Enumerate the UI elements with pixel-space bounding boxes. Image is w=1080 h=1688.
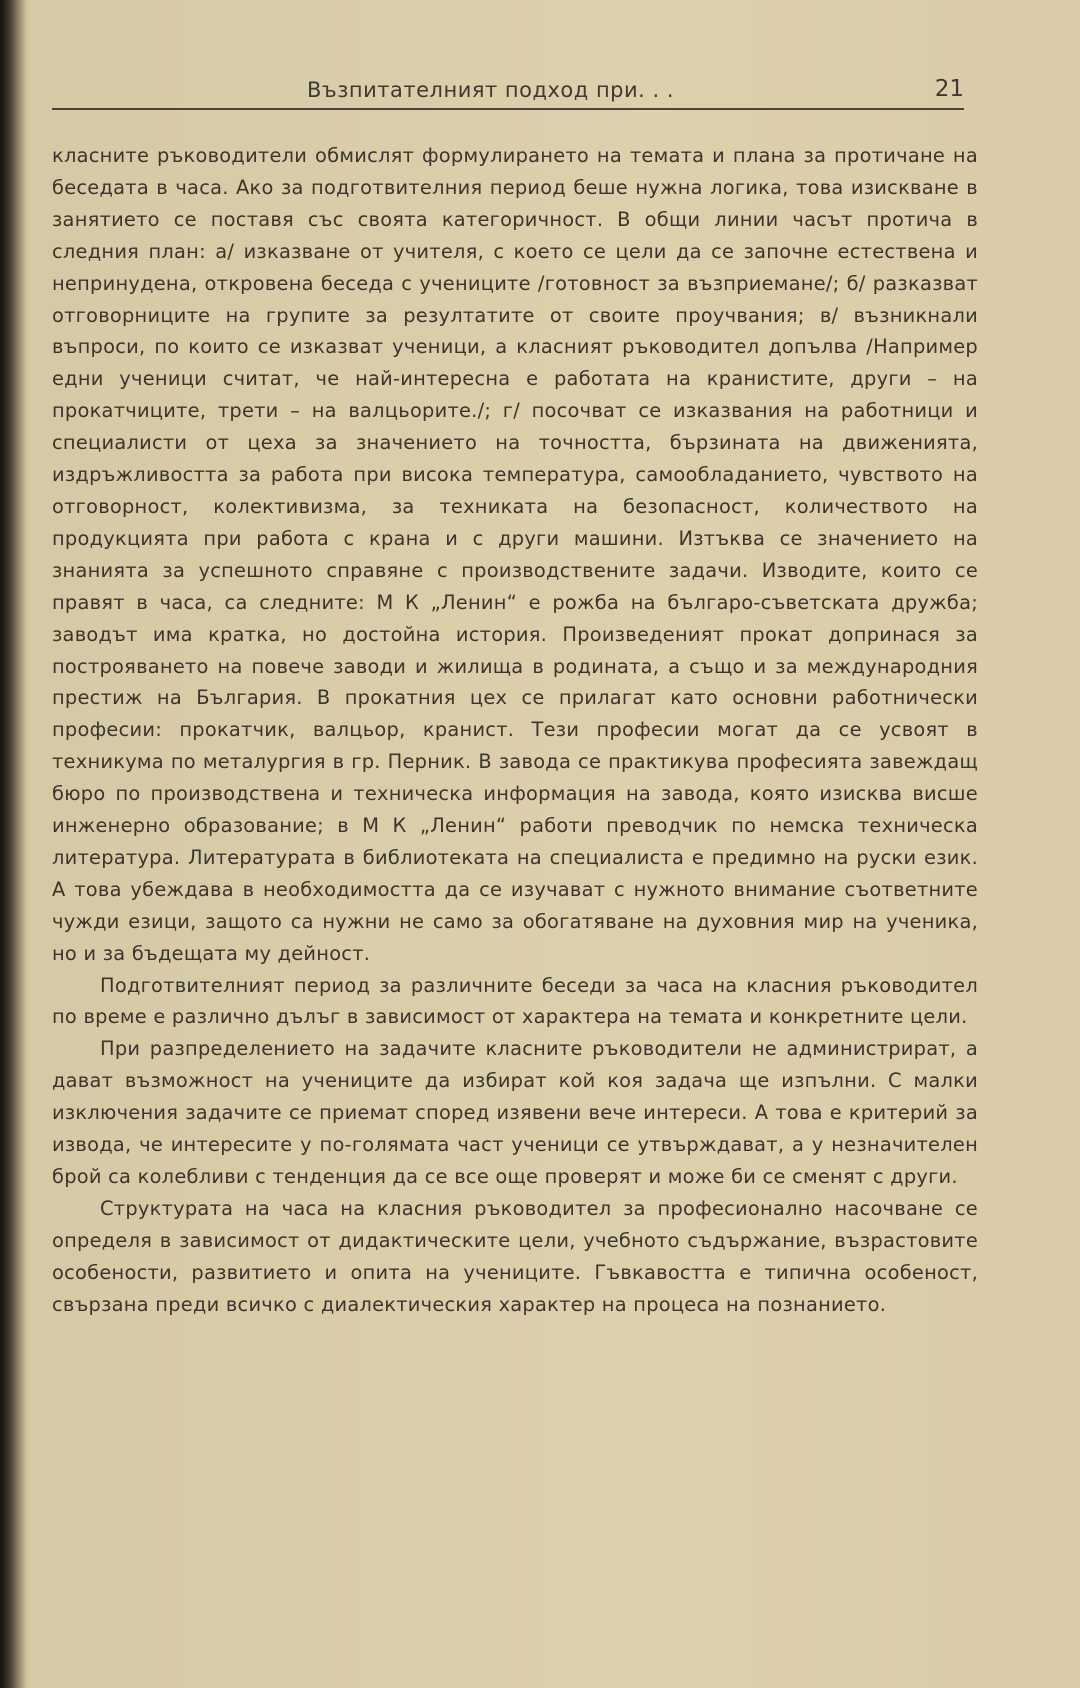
page-number: 21 (934, 76, 964, 102)
paragraph-4: Структурата на часа на класния ръководител за професионално насочване се определя в зависимост от дидактическите цели, учебното съдържание, възрастовите особености, развитието и опита на учениците. Гъвкавостта е типична особеност, свързана преди всичко с диалектическия характер на процеса на познанието. (52, 1196, 978, 1316)
paragraph-1: класните ръководители обмислят формулирането на темата и плана за протичане на беседата в часа. Ако за подготвителния период беше нужна логика, това изискване в занятието се поставя със своята категоричност. В общи линии часът протича в следния план: а/ изказване от учителя, с което се цели да се започне естествена и непринудена, откровена беседа с учениците /готовност за възприемане/; б/ разказват отговорниците на групите за резултатите от своите проучвания; в/ възникнали въпроси, по които се изказват ученици, а класният ръководител допълва /Например едни ученици считат, че най-интересна е работата на кранистите, други – на прокатчиците, трети – на валцьорите./; г/ посочват се изказвания на работници и специалисти от цеха за значението на точността, бързината на движенията, издръжливостта за работа при висока температура, самообладанието, чувството на отговорност, колективизма, за техниката на безопасност, количеството на продукцията при работа с крана и с други машини. Изтъква се значението на знанията за успешното справяне с производствените задачи. Изводите, които се правят в часа, са следните: М К „Ленин“ е рожба на българо-съветската дружба; заводът има кратка, но достойна история. Произведеният прокат допринася за построяването на повече заводи и жилища в родината, а също и за международния престиж на България. В прокатния цех се прилагат като основни работнически професии: прокатчик, валцьор, кранист. Тези професии могат да се усвоят в техникума по металургия в гр. Перник. В завода се практикува професията завеждащ бюро по производствена и техническа информация на завода, която изисква висше инженерно образование; в М К „Ленин“ работи преводчик по немска техническа литература. Литературата в библиотеката на специалиста е предимно на руски език. А това убеждава в необходимостта да се изучават с нужното внимание съответните чужди езици, защото са нужни не само за обогатяване на духовния мир на ученика, но и за бъдещата му дейност. (52, 144, 978, 965)
book-spine-shadow (0, 0, 26, 1688)
running-header (52, 72, 964, 106)
running-title: Възпитателният подход при. . . (307, 78, 675, 102)
paragraph-2: Подготвителният период за различните беседи за часа на класния ръководител по време е различно дълъг в зависимост от характера на темата и конкретните цели. (52, 973, 978, 1029)
header-rule (52, 108, 964, 110)
body-text (52, 140, 978, 1321)
paragraph-3: При разпределението на задачите класните ръководители не администрират, а дават възможност на учениците да избират кой коя задача ще изпълни. С малки изключения задачите се приемат според изявени вече интереси. А това е критерий за извода, че интересите у по-голямата част ученици се утвърждават, а у незначителен брой са колебливи с тенденция да се все още проверят и може би се сменят с други. (52, 1037, 978, 1188)
